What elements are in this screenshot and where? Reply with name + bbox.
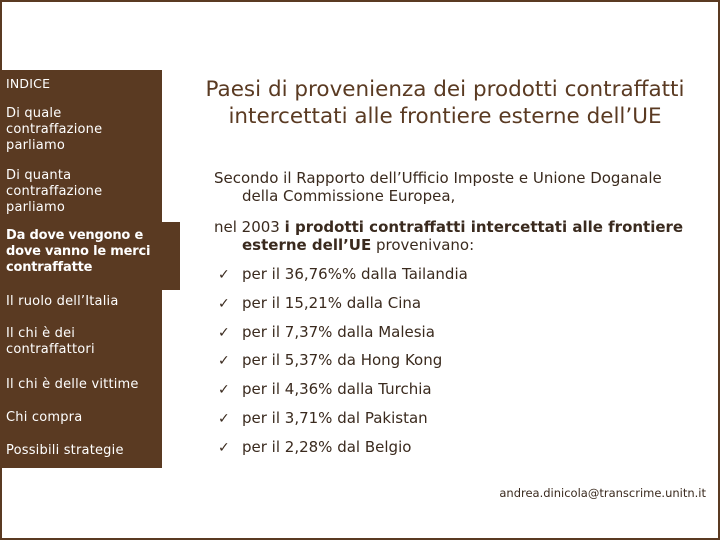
lead-paragraph bbox=[214, 218, 704, 254]
lead-suffix: provenivano: bbox=[371, 236, 475, 254]
list-item-text: per il 5,37% da Hong Kong bbox=[242, 351, 443, 369]
intro-paragraph bbox=[214, 169, 704, 205]
sidebar-item-label: Il chi è dei contraffattori bbox=[6, 326, 95, 357]
lead-emphasis: i prodotti contraffatti intercettati alle frontiere bbox=[284, 218, 684, 236]
list-item bbox=[218, 351, 442, 370]
sidebar-item-di-quale-contraffazione[interactable] bbox=[6, 106, 156, 154]
intro-line: Secondo il Rapporto dell’Ufficio Imposte e Unione Doganale bbox=[214, 169, 662, 187]
list-item bbox=[218, 380, 432, 399]
sidebar-item-label: Chi compra bbox=[6, 410, 83, 425]
sidebar-item-ruolo-italia[interactable] bbox=[6, 294, 178, 310]
slide-title-line: intercettati alle frontiere esterne dell’UE bbox=[228, 104, 662, 129]
sidebar-item-label: Il chi è delle vittime bbox=[6, 377, 139, 392]
sidebar-item-chi-compra[interactable] bbox=[6, 410, 178, 426]
list-item bbox=[218, 438, 411, 457]
sidebar-item-label: Il ruolo dell’Italia bbox=[6, 294, 119, 309]
checkmark-icon: ✓ bbox=[218, 440, 230, 456]
sidebar-item-chi-vittime[interactable] bbox=[6, 377, 178, 393]
list-item-text: per il 3,71% dal Pakistan bbox=[242, 409, 428, 427]
sidebar-item-possibili-strategie[interactable] bbox=[6, 443, 178, 459]
list-item-text: per il 4,36% dalla Turchia bbox=[242, 380, 432, 398]
sidebar-item-da-dove-vengono[interactable] bbox=[0, 222, 180, 290]
checkmark-icon: ✓ bbox=[218, 296, 230, 312]
sidebar-item-di-quanta-contraffazione[interactable] bbox=[6, 168, 156, 216]
sidebar-item-label: Di quale contraffazione parliamo bbox=[6, 106, 103, 153]
sidebar-item-indice[interactable] bbox=[6, 76, 178, 92]
list-item bbox=[218, 323, 435, 342]
checkmark-icon: ✓ bbox=[218, 267, 230, 283]
list-item bbox=[218, 265, 468, 284]
lead-emphasis: esterne dell’UE bbox=[242, 236, 372, 254]
checkmark-icon: ✓ bbox=[218, 353, 230, 369]
list-item-text: per il 2,28% dal Belgio bbox=[242, 438, 412, 456]
sidebar-item-label: Di quanta contraffazione parliamo bbox=[6, 168, 103, 215]
list-item bbox=[218, 294, 421, 313]
slide-title bbox=[180, 76, 710, 130]
slide-title-line: Paesi di provenienza dei prodotti contraffatti bbox=[205, 77, 685, 102]
sidebar-item-label: Da dove vengono e dove vanno le merci contraffatte bbox=[6, 228, 151, 275]
intro-line: della Commissione Europea, bbox=[242, 187, 456, 205]
footer-email[interactable]: andrea.dinicola@transcrime.unitn.it bbox=[499, 486, 706, 500]
checkmark-icon: ✓ bbox=[218, 411, 230, 427]
sidebar-item-chi-contraffattori[interactable] bbox=[6, 326, 146, 358]
list-item bbox=[218, 409, 428, 428]
lead-prefix: nel 2003 bbox=[214, 218, 285, 236]
checkmark-icon: ✓ bbox=[218, 382, 230, 398]
list-item-text: per il 7,37% dalla Malesia bbox=[242, 323, 435, 341]
checkmark-icon: ✓ bbox=[218, 325, 230, 341]
list-item-text: per il 15,21% dalla Cina bbox=[242, 294, 422, 312]
sidebar-item-label: INDICE bbox=[6, 76, 51, 91]
list-item-text: per il 36,76%% dalla Tailandia bbox=[242, 265, 468, 283]
sidebar-item-label: Possibili strategie bbox=[6, 443, 124, 458]
